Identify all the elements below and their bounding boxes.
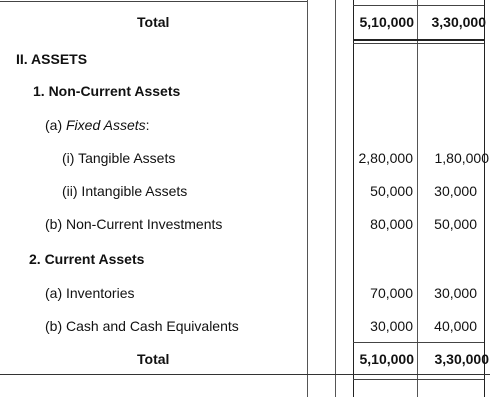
tangible-current: 2,80,000 [358,150,413,166]
bottom-total-double-rule [353,379,484,380]
label-non-current-investments: (b) Non-Current Investments [45,216,223,232]
tangible-previous: 1,80,000 [434,150,489,166]
inventories-current: 70,000 [370,285,413,301]
cash-current: 30,000 [370,318,413,334]
total-previous-top: 3,30,000 [431,14,486,30]
bottom-total-lower-rule [0,374,490,375]
bottom-total-upper-rule [353,342,484,343]
intangible-current: 50,000 [370,183,413,199]
label-inventories: (a) Inventories [45,285,135,301]
top-total-lower-rule [353,39,484,41]
fixed-assets-italic: Fixed Assets [66,117,146,133]
column-divider-amount-left [353,0,354,397]
heading-current-assets: 2. Current Assets [29,251,145,267]
investments-previous: 50,000 [434,216,477,232]
column-divider-particulars [307,0,308,397]
cash-previous: 40,000 [434,318,477,334]
column-divider-amount-middle [417,0,418,397]
total-label-top: Total [137,14,170,30]
column-divider-amount-right [484,0,485,397]
fixed-assets-prefix: (a) [45,117,66,133]
fixed-assets-suffix: : [145,117,150,133]
top-total-upper-rule [353,5,484,6]
heading-non-current-assets: 1. Non-Current Assets [33,83,181,99]
intangible-previous: 30,000 [434,183,477,199]
column-divider-note [335,0,336,397]
total-current-bottom: 5,10,000 [359,351,414,367]
label-cash-equivalents: (b) Cash and Cash Equivalents [45,318,239,334]
label-intangible-assets: (ii) Intangible Assets [62,183,188,199]
section-heading-assets: II. ASSETS [16,51,88,67]
total-previous-bottom: 3,30,000 [434,351,489,367]
inventories-previous: 30,000 [434,285,477,301]
label-fixed-assets [45,117,150,133]
top-total-double-rule [353,43,484,44]
top-rule-left [0,1,307,2]
total-current-top: 5,10,000 [359,14,414,30]
label-tangible-assets: (i) Tangible Assets [62,150,176,166]
investments-current: 80,000 [370,216,413,232]
total-label-bottom: Total [137,351,170,367]
